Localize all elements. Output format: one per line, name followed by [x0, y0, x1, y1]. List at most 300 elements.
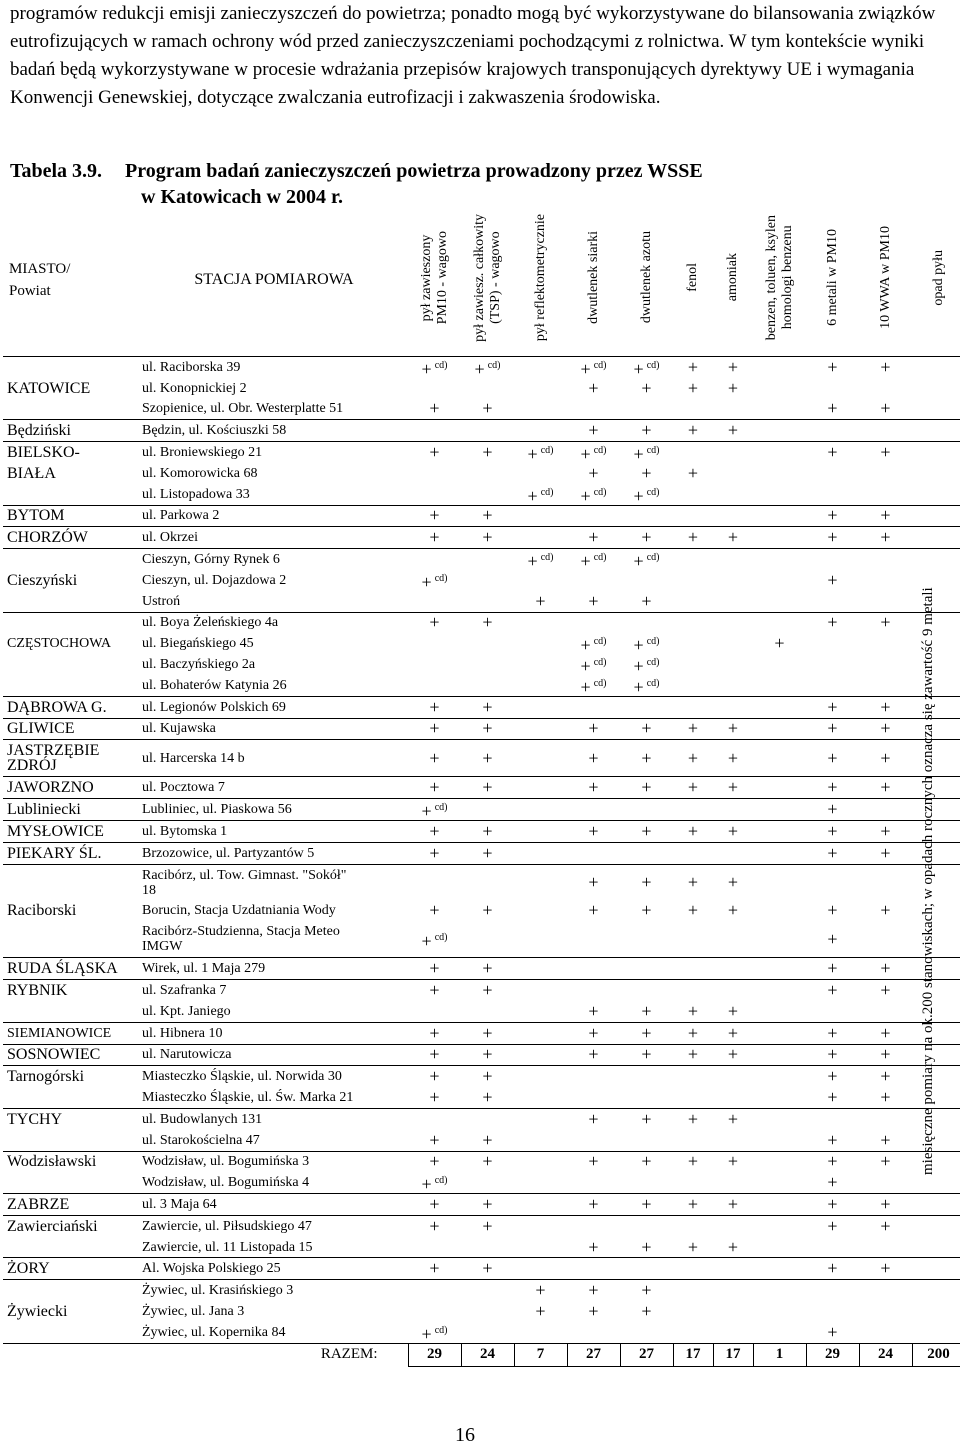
- city-cell: [3, 1172, 140, 1193]
- table-row: [3, 1022, 960, 1044]
- table-row: [3, 1001, 960, 1022]
- header-col-5: [673, 204, 713, 357]
- station-cell: ul. Biegańskiego 45: [142, 636, 254, 652]
- mark-cell: +: [641, 1000, 652, 1021]
- mark-cell: +: [408, 1151, 461, 1172]
- mark-cell: +: [713, 740, 753, 777]
- mark-cell: [673, 1066, 713, 1087]
- opad-cell: [912, 378, 960, 399]
- mark-cell: [461, 549, 514, 570]
- mark-cell: [753, 1001, 806, 1022]
- mark-cell: [514, 1194, 567, 1216]
- mark-cell: [673, 633, 713, 654]
- mark-cell: +: [806, 527, 859, 549]
- mark-cell: +: [859, 357, 912, 378]
- mark-cell: +: [806, 799, 859, 821]
- mark-cell: +: [408, 612, 461, 633]
- station-cell: ul. Narutowicza: [140, 1044, 408, 1066]
- mark-cell: [461, 1001, 514, 1022]
- mark-cell: [673, 591, 713, 612]
- opad-cell: [912, 549, 960, 570]
- mark-cell: [461, 484, 514, 505]
- mark-cell: [514, 633, 567, 654]
- header-label: amoniak: [725, 253, 740, 302]
- mark-cell: +: [673, 777, 713, 799]
- mark-cell: +: [641, 377, 652, 398]
- mark-cell: [859, 1108, 912, 1129]
- table-row: [3, 570, 960, 591]
- mark-cell: +: [461, 612, 514, 633]
- opad-cell: [912, 484, 960, 505]
- cd-note: cd): [434, 1324, 448, 1336]
- mark-cell: [753, 549, 806, 570]
- mark-cell: +: [408, 718, 461, 740]
- mark-cell: +: [461, 1215, 514, 1236]
- mark-cell: +: [567, 820, 620, 842]
- city-cell: CZĘSTOCHOWA: [7, 636, 111, 652]
- table-row: [3, 1280, 960, 1301]
- mark-cell: [713, 442, 753, 463]
- table-row: [3, 591, 960, 612]
- mark-cell: + $^{cd)}$: [633, 676, 660, 697]
- mark-cell: [713, 399, 753, 420]
- mark-cell: +: [461, 777, 514, 799]
- station-cell: ul. Budowlanych 131: [140, 1108, 408, 1129]
- city-cell: GLIWICE: [3, 718, 140, 740]
- mark-cell: [806, 549, 859, 570]
- mark-cell: [673, 1172, 713, 1193]
- city-cell: Wodzisławski: [3, 1151, 140, 1172]
- station-cell: ul. Bohaterów Katynia 26: [142, 677, 287, 693]
- mark-cell: [753, 1237, 806, 1258]
- razem-value: 24: [461, 1343, 514, 1366]
- mark-cell: + $^{cd)}$: [461, 357, 514, 378]
- mark-cell: +: [713, 1022, 753, 1044]
- table-row: [3, 901, 960, 922]
- mark-cell: [713, 799, 753, 821]
- mark-cell: +: [859, 1194, 912, 1216]
- mark-cell: [753, 420, 806, 442]
- station-cell: ul. Starokościelna 47: [142, 1132, 260, 1148]
- mark-cell: [673, 842, 713, 864]
- header-label: 6 metali w PM10: [824, 229, 840, 326]
- mark-cell: [673, 442, 713, 463]
- mark-cell: +: [859, 612, 912, 633]
- mark-cell: [408, 1301, 461, 1322]
- station-cell: ul. Listopadowa 33: [142, 486, 250, 502]
- mark-cell: [514, 570, 567, 591]
- mark-cell: [713, 842, 753, 864]
- mark-cell: +: [461, 958, 514, 980]
- city-cell: [3, 1237, 140, 1258]
- mark-cell: +: [408, 777, 461, 799]
- station-cell: ul. Boya Żeleńskiego 4a: [140, 612, 408, 633]
- mark-cell: [806, 1001, 859, 1022]
- table-row: [3, 633, 960, 654]
- mark-cell: +: [713, 357, 753, 378]
- mark-cell: [514, 864, 567, 901]
- mark-cell: +: [673, 420, 713, 442]
- mark-cell: [514, 1022, 567, 1044]
- table-row: [3, 378, 960, 399]
- mark-cell: [673, 654, 713, 675]
- razem-value: 29: [806, 1343, 859, 1366]
- mark-cell: [514, 357, 567, 378]
- mark-cell: +: [461, 842, 514, 864]
- mark-cell: +: [461, 820, 514, 842]
- mark-cell: [753, 777, 806, 799]
- monitoring-table: [3, 204, 960, 1367]
- mark-cell: +: [461, 527, 514, 549]
- mark-cell: + $^{cd)}$: [580, 485, 607, 506]
- mark-cell: [461, 799, 514, 821]
- table-caption: [10, 158, 703, 210]
- mark-cell: [753, 1108, 806, 1129]
- mark-cell: [859, 675, 912, 696]
- table-row: [3, 420, 960, 442]
- mark-cell: [620, 921, 673, 958]
- mark-cell: [753, 980, 806, 1001]
- mark-cell: [620, 1087, 673, 1108]
- mark-cell: [567, 1066, 620, 1087]
- mark-cell: +: [727, 1000, 739, 1021]
- mark-cell: +: [713, 1194, 753, 1216]
- city-cell: [3, 1001, 140, 1022]
- mark-cell: +: [859, 777, 912, 799]
- mark-cell: +: [482, 1129, 493, 1150]
- mark-cell: [514, 958, 567, 980]
- mark-cell: [753, 842, 806, 864]
- station-cell: ul. Baczyńskiego 2a: [142, 657, 256, 673]
- mark-cell: [514, 901, 567, 922]
- mark-cell: [620, 842, 673, 864]
- razem-value: 1: [753, 1343, 806, 1366]
- table-row: [3, 1151, 960, 1172]
- razem-value: 17: [713, 1343, 753, 1366]
- header-label: pył zawieszony PM10 - wagowo: [418, 230, 450, 325]
- station-cell: Ustroń: [142, 593, 181, 609]
- mark-cell: + $^{cd)}$: [567, 549, 620, 570]
- mark-cell: +: [827, 1321, 838, 1342]
- cd-note: cd): [646, 677, 660, 689]
- mark-cell: [620, 958, 673, 980]
- city-cell: [3, 921, 140, 958]
- mark-cell: + $^{cd)}$: [620, 549, 673, 570]
- mark-cell: [620, 799, 673, 821]
- mark-cell: [753, 696, 806, 718]
- header-label: fenol: [685, 263, 700, 292]
- mark-cell: +: [408, 980, 461, 1001]
- mark-cell: +: [673, 1194, 713, 1216]
- mark-cell: [567, 1322, 620, 1343]
- mark-cell: +: [588, 462, 599, 483]
- mark-cell: +: [859, 696, 912, 718]
- mark-cell: [753, 958, 806, 980]
- mark-cell: +: [806, 612, 859, 633]
- mark-cell: +: [673, 1044, 713, 1066]
- cd-note: cd): [540, 486, 554, 498]
- mark-cell: [514, 612, 567, 633]
- mark-cell: [753, 1322, 806, 1343]
- city-cell: Raciborski: [7, 902, 77, 920]
- mark-cell: [461, 654, 514, 675]
- mark-cell: +: [859, 740, 912, 777]
- mark-cell: +: [687, 462, 699, 483]
- mark-cell: [620, 399, 673, 420]
- mark-cell: [806, 1108, 859, 1129]
- mark-cell: [806, 633, 859, 654]
- mark-cell: +: [620, 1151, 673, 1172]
- mark-cell: +: [673, 864, 713, 901]
- station-cell: Miasteczko Śląskie, ul. Norwida 30: [140, 1066, 408, 1087]
- table-row: [3, 357, 960, 378]
- opad-cell: [912, 463, 960, 484]
- station-cell: Wodzisław, ul. Bogumińska 3: [140, 1151, 408, 1172]
- mark-cell: [859, 864, 912, 901]
- mark-cell: +: [859, 442, 912, 463]
- header-label: benzen, toluen, ksylen homologi benzenu: [763, 214, 795, 341]
- station-cell: Żywiec, ul. Krasińskiego 3: [140, 1280, 408, 1301]
- city-cell: ZABRZE: [3, 1194, 140, 1216]
- city-cell: [3, 654, 140, 675]
- mark-cell: +: [727, 377, 739, 398]
- station-cell: ul. Harcerska 14 b: [140, 740, 408, 777]
- razem-value: 7: [514, 1343, 567, 1366]
- mark-cell: [713, 958, 753, 980]
- table-row: [3, 1237, 960, 1258]
- city-cell: RUDA ŚLĄSKA: [3, 958, 140, 980]
- mark-cell: +: [713, 1044, 753, 1066]
- table-row: [3, 958, 960, 980]
- cd-note: cd): [646, 359, 660, 371]
- mark-cell: + $^{cd)}$: [620, 357, 673, 378]
- mark-cell: +: [806, 505, 859, 527]
- mark-cell: [673, 1215, 713, 1236]
- mark-cell: +: [620, 1044, 673, 1066]
- mark-cell: [753, 1215, 806, 1236]
- mark-cell: [514, 718, 567, 740]
- mark-cell: +: [713, 420, 753, 442]
- mark-cell: +: [806, 1044, 859, 1066]
- mark-cell: [514, 378, 567, 399]
- mark-cell: + $^{cd)}$: [527, 485, 554, 506]
- mark-cell: [753, 1172, 806, 1193]
- mark-cell: [461, 1301, 514, 1322]
- mark-cell: [753, 505, 806, 527]
- razem-value: 27: [567, 1343, 620, 1366]
- mark-cell: [713, 675, 753, 696]
- mark-cell: [673, 799, 713, 821]
- mark-cell: [753, 1130, 806, 1151]
- mark-cell: +: [806, 442, 859, 463]
- mark-cell: [673, 484, 713, 505]
- cd-note: cd): [593, 486, 607, 498]
- mark-cell: +: [713, 777, 753, 799]
- mark-cell: +: [567, 1044, 620, 1066]
- station-cell: ul. Szafranka 7: [140, 980, 408, 1001]
- header-label: dwutlenek siarki: [585, 231, 601, 324]
- mark-cell: +: [408, 1022, 461, 1044]
- caption-line-2: w Katowicach w 2004 r.: [141, 186, 344, 208]
- mark-cell: +: [408, 1066, 461, 1087]
- mark-cell: [408, 549, 461, 570]
- table-row: [3, 675, 960, 696]
- mark-cell: [673, 980, 713, 1001]
- table-row: [3, 1087, 960, 1108]
- mark-cell: +: [641, 1300, 652, 1321]
- city-cell: [3, 612, 140, 633]
- mark-cell: +: [859, 1258, 912, 1280]
- city-cell: Tarnogórski: [3, 1066, 140, 1087]
- mark-cell: +: [673, 740, 713, 777]
- mark-cell: [461, 864, 514, 901]
- station-cell: Racibórz-Studzienna, Stacja Meteo IMGW: [142, 924, 340, 955]
- mark-cell: [567, 696, 620, 718]
- cd-note: cd): [593, 359, 607, 371]
- mark-cell: [461, 1172, 514, 1193]
- mark-cell: [859, 1280, 912, 1301]
- mark-cell: [620, 1066, 673, 1087]
- station-cell: Borucin, Stacja Uzdatniania Wody: [142, 903, 336, 919]
- mark-cell: [673, 612, 713, 633]
- mark-cell: +: [535, 590, 546, 611]
- mark-cell: [567, 1130, 620, 1151]
- mark-cell: +: [713, 1151, 753, 1172]
- mark-cell: [461, 1280, 514, 1301]
- mark-cell: [859, 921, 912, 958]
- table-row: [3, 1066, 960, 1087]
- mark-cell: [753, 1066, 806, 1087]
- mark-cell: +: [713, 864, 753, 901]
- city-cell: PIEKARY ŚL.: [3, 842, 140, 864]
- mark-cell: +: [461, 1151, 514, 1172]
- station-cell: ul. Okrzei: [140, 527, 408, 549]
- cd-note: cd): [593, 445, 607, 457]
- mark-cell: [753, 1087, 806, 1108]
- table-row: [3, 980, 960, 1001]
- header-col-0: [408, 204, 461, 357]
- mark-cell: +: [620, 740, 673, 777]
- mark-cell: [806, 1237, 859, 1258]
- table-row: [3, 1322, 960, 1343]
- mark-cell: +: [673, 527, 713, 549]
- mark-cell: [673, 505, 713, 527]
- opad-cell: [912, 399, 960, 420]
- mark-cell: +: [859, 1022, 912, 1044]
- mark-cell: + $^{cd)}$: [408, 799, 461, 821]
- mark-cell: +: [408, 1044, 461, 1066]
- mark-cell: [461, 1108, 514, 1129]
- table-row: [3, 1301, 960, 1322]
- table-row: [3, 612, 960, 633]
- city-cell: [3, 484, 140, 505]
- mark-cell: +: [482, 1087, 493, 1107]
- mark-cell: +: [567, 718, 620, 740]
- mark-cell: [806, 378, 859, 399]
- razem-value: 24: [859, 1343, 912, 1366]
- mark-cell: [753, 357, 806, 378]
- mark-cell: +: [588, 1000, 599, 1021]
- mark-cell: +: [461, 1066, 514, 1087]
- mark-cell: [514, 1108, 567, 1129]
- mark-cell: +: [827, 1129, 838, 1150]
- razem-label: RAZEM:: [3, 1343, 408, 1366]
- mark-cell: [514, 1044, 567, 1066]
- mark-cell: +: [673, 718, 713, 740]
- station-cell: ul. Kpt. Janiego: [142, 1003, 231, 1019]
- mark-cell: +: [429, 1129, 440, 1150]
- mark-cell: +: [727, 900, 739, 921]
- table-row: [3, 740, 960, 777]
- station-cell: Będzin, ul. Kościuszki 58: [140, 420, 408, 442]
- mark-cell: [753, 527, 806, 549]
- opad-cell: [912, 1258, 960, 1280]
- mark-cell: +: [567, 1280, 620, 1301]
- caption-line-1: Program badań zanieczyszczeń powietrza prowadzony przez WSSE: [125, 160, 703, 182]
- mark-cell: +: [461, 696, 514, 718]
- mark-cell: +: [641, 590, 652, 611]
- mark-cell: +: [673, 1022, 713, 1044]
- mark-cell: [514, 1130, 567, 1151]
- mark-cell: +: [408, 442, 461, 463]
- station-cell: Cieszyn, Górny Rynek 6: [140, 549, 408, 570]
- mark-cell: [859, 1001, 912, 1022]
- city-cell: ŻORY: [3, 1258, 140, 1280]
- mark-cell: [859, 1237, 912, 1258]
- mark-cell: [514, 1087, 567, 1108]
- mark-cell: +: [461, 1258, 514, 1280]
- mark-cell: [620, 505, 673, 527]
- mark-cell: +: [806, 958, 859, 980]
- station-cell: Wirek, ul. 1 Maja 279: [140, 958, 408, 980]
- header-col-2: [514, 204, 567, 357]
- mark-cell: +: [588, 590, 599, 611]
- mark-cell: +: [806, 1151, 859, 1172]
- mark-cell: [514, 799, 567, 821]
- mark-cell: +: [806, 777, 859, 799]
- cd-note: cd): [646, 657, 660, 669]
- mark-cell: + $^{cd)}$: [580, 656, 607, 677]
- mark-cell: + $^{cd)}$: [620, 442, 673, 463]
- mark-cell: +: [408, 505, 461, 527]
- mark-cell: +: [687, 900, 699, 921]
- station-cell: Brzozowice, ul. Partyzantów 5: [140, 842, 408, 864]
- table-row: [3, 484, 960, 505]
- mark-cell: [408, 1001, 461, 1022]
- mark-cell: +: [673, 357, 713, 378]
- table-row: [3, 777, 960, 799]
- table-number: Tabela 3.9.: [10, 160, 103, 182]
- mark-cell: [753, 1044, 806, 1066]
- mark-cell: [620, 1130, 673, 1151]
- mark-cell: + $^{cd)}$: [633, 635, 660, 656]
- vertical-note: miesięczne pomiary na ok.200 stanowiskach; w opadach rocznych oznacza się zawartość 9 metali: [920, 587, 936, 1175]
- mark-cell: [806, 864, 859, 901]
- mark-cell: [713, 633, 753, 654]
- mark-cell: +: [567, 420, 620, 442]
- table-row: [3, 921, 960, 958]
- mark-cell: +: [859, 980, 912, 1001]
- mark-cell: [713, 591, 753, 612]
- mark-cell: [753, 591, 806, 612]
- mark-cell: +: [461, 442, 514, 463]
- mark-cell: [753, 675, 806, 696]
- mark-cell: [514, 1066, 567, 1087]
- mark-cell: +: [482, 900, 493, 921]
- cd-note: cd): [593, 636, 607, 648]
- mark-cell: [514, 399, 567, 420]
- mark-cell: [461, 921, 514, 958]
